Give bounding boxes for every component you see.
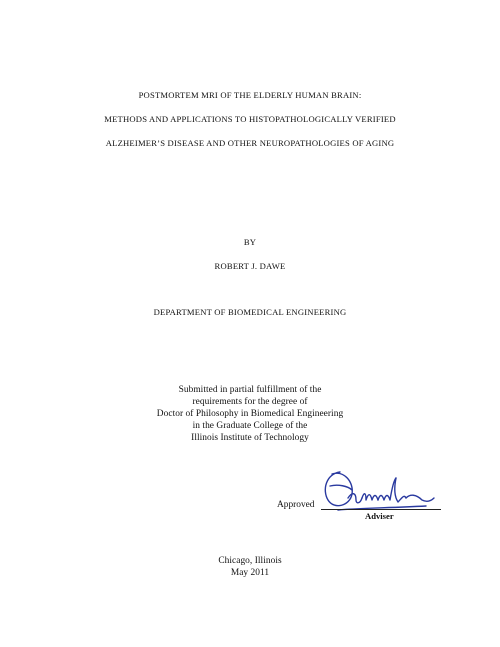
title-line-1: POSTMORTEM MRI OF THE ELDERLY HUMAN BRAIN: (138, 90, 362, 100)
title-line-2: METHODS AND APPLICATIONS TO HISTOPATHOLOGICALLY VERIFIED (104, 114, 396, 124)
date: May 2011 (230, 568, 270, 578)
adviser-label: Adviser (365, 511, 394, 521)
title-line-3: ALZHEIMER’S DISEASE AND OTHER NEUROPATHOLOGIES OF AGING (105, 138, 395, 148)
submission-line-5: Illinois Institute of Technology (191, 433, 309, 443)
approved-label: Approved (277, 500, 315, 510)
submission-line-2: requirements for the degree of (192, 397, 308, 407)
submission-line-1: Submitted in partial fulfillment of the (178, 385, 322, 395)
submission-line-3: Doctor of Philosophy in Biomedical Engineering (156, 409, 344, 419)
submission-line-4: in the Graduate College of the (192, 421, 308, 431)
approval-block (277, 499, 447, 529)
by-label: BY (243, 237, 257, 247)
author-name: ROBERT J. DAWE (214, 261, 286, 271)
location: Chicago, Illinois (218, 556, 282, 566)
department-name: DEPARTMENT OF BIOMEDICAL ENGINEERING (153, 307, 347, 317)
